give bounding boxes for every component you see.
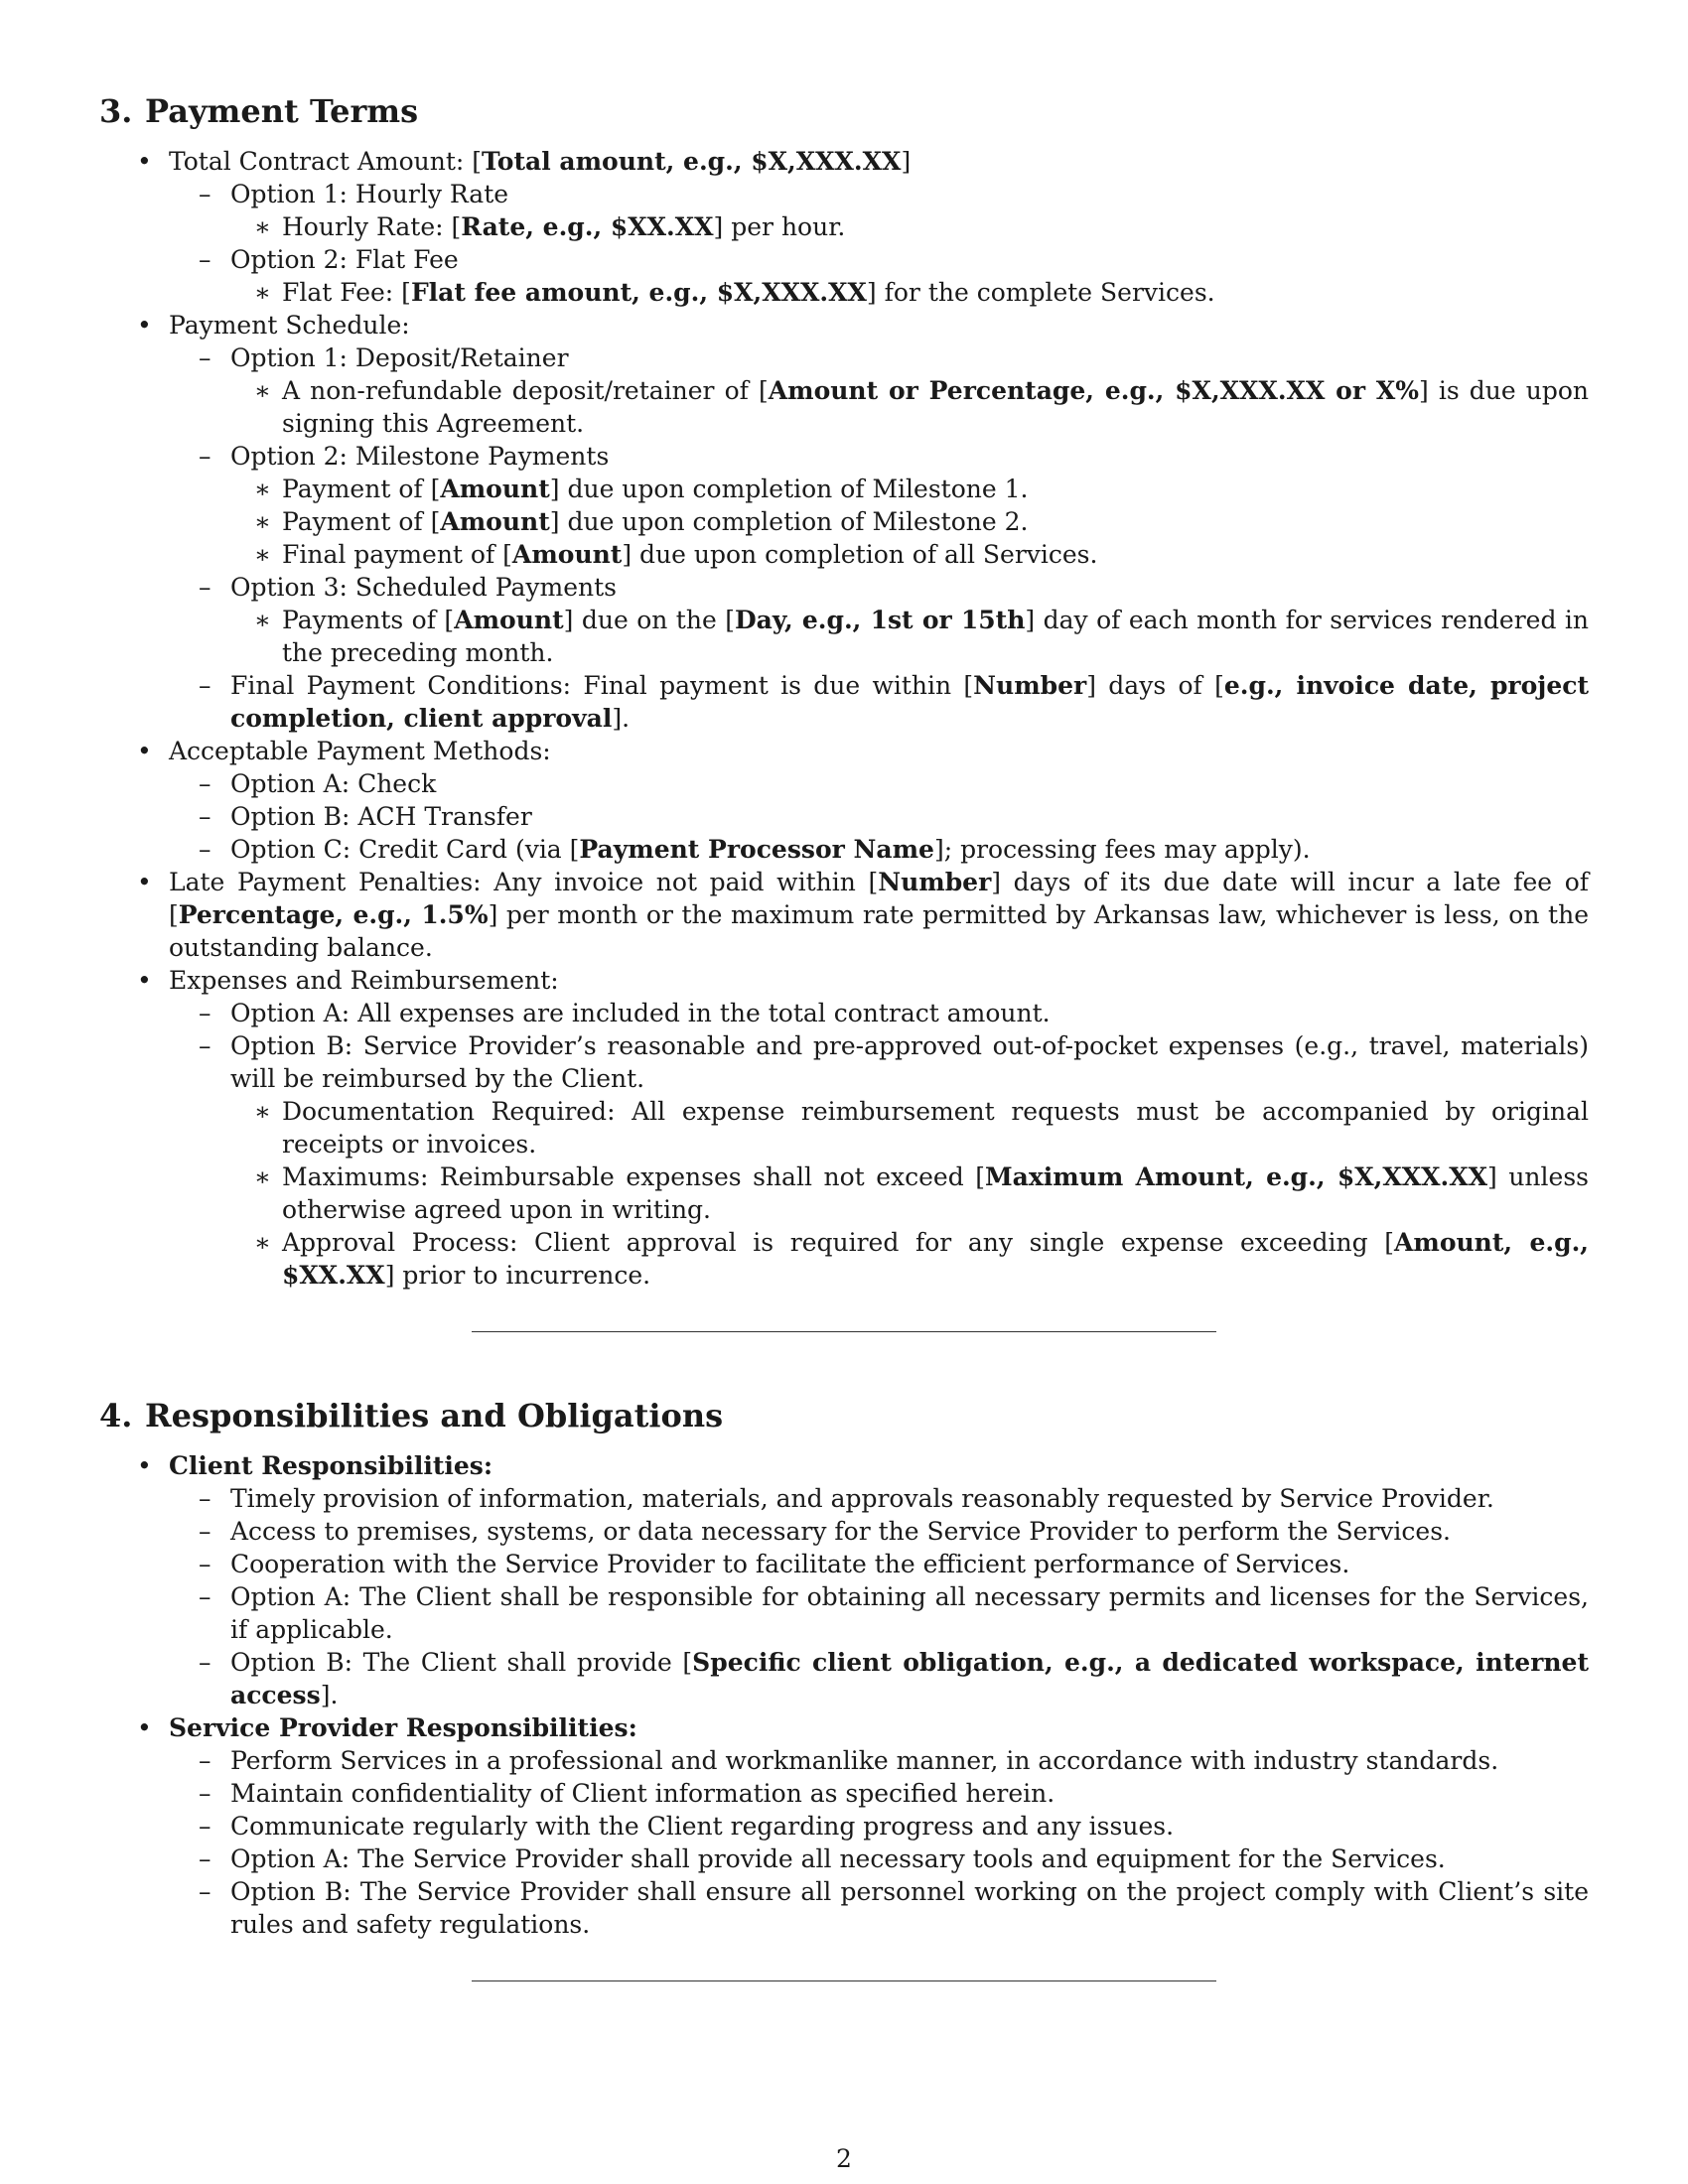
bullet-marker: ∗ xyxy=(254,278,271,307)
text-run: ]. xyxy=(612,704,631,733)
list-item-text xyxy=(282,1160,1589,1226)
list-item-text xyxy=(169,964,1589,997)
text-run: Perform Services in a professional and workmanlike manner, in accordance with industry standards. xyxy=(230,1746,1499,1775)
placeholder-field: Payment Processor Name xyxy=(579,835,934,864)
list-level-3 xyxy=(230,604,1589,669)
text-run: Option A: Check xyxy=(230,769,437,798)
text-run: Payment of [ xyxy=(282,475,441,503)
list-item-text xyxy=(230,767,1589,800)
text-run: Option B: The Client shall provide [ xyxy=(230,1648,693,1677)
text-run: Acceptable Payment Methods: xyxy=(169,737,551,765)
text-run: ] days of [ xyxy=(1086,671,1224,700)
list-item xyxy=(99,1711,1589,1941)
bullet-marker: ∗ xyxy=(254,1228,271,1257)
list-item-text xyxy=(230,440,1589,473)
list-item-text xyxy=(230,833,1589,866)
list-item-text xyxy=(230,1580,1589,1646)
text-run: ] prior to incurrence. xyxy=(384,1261,651,1290)
list-item xyxy=(99,145,1589,309)
text-run: ]; processing fees may apply). xyxy=(933,835,1311,864)
text-run: A non-refundable deposit/retainer of [ xyxy=(282,376,769,405)
section-heading xyxy=(99,91,1589,131)
bullet-marker: – xyxy=(199,999,211,1027)
text-run: ] due upon completion of Milestone 1. xyxy=(549,475,1029,503)
bullet-marker: • xyxy=(137,1451,152,1480)
list-item xyxy=(230,374,1589,440)
list-level-2 xyxy=(169,997,1589,1292)
list-item xyxy=(169,1029,1589,1292)
placeholder-field: Maximum Amount, e.g., $X,XXX.XX xyxy=(985,1162,1488,1191)
list-item xyxy=(169,1810,1589,1843)
list-item-text xyxy=(230,1029,1589,1095)
list-level-1 xyxy=(137,145,1590,1292)
bullet-marker: – xyxy=(199,1877,211,1906)
list-item xyxy=(169,669,1589,735)
placeholder-field: Day, e.g., 1st or 15th xyxy=(734,606,1026,634)
bullet-marker: • xyxy=(137,737,152,765)
list-item xyxy=(169,178,1589,243)
list-item xyxy=(230,604,1589,669)
text-run: Documentation Required: All expense reimbursement requests must be accompanied by original receipts or invoices. xyxy=(282,1097,1589,1159)
text-run: ] due upon completion of all Services. xyxy=(622,540,1098,569)
bullet-marker: ∗ xyxy=(254,376,271,405)
bullet-marker: ∗ xyxy=(254,1097,271,1126)
text-run: ] for the complete Services. xyxy=(866,278,1215,307)
list-item xyxy=(169,341,1589,440)
section-number: 3. xyxy=(99,92,133,130)
text-run: ] is due upon signing this Agreement. xyxy=(282,376,1589,438)
section-body xyxy=(137,145,1590,1292)
text-run: Option B: ACH Transfer xyxy=(230,802,532,831)
horizontal-rule xyxy=(472,1980,1216,1981)
list-level-3 xyxy=(230,473,1589,571)
list-item-text xyxy=(230,1843,1589,1875)
text-run: Option A: All expenses are included in the total contract amount. xyxy=(230,999,1051,1027)
list-level-2 xyxy=(169,1744,1589,1941)
bullet-marker: ∗ xyxy=(254,606,271,634)
placeholder-field: Percentage, e.g., 1.5% xyxy=(178,900,489,929)
placeholder-field: Specific client obligation, e.g., a dedicated workspace, internet access xyxy=(230,1648,1590,1709)
list-item-text xyxy=(169,1449,1589,1482)
list-item xyxy=(169,1646,1589,1711)
list-item xyxy=(169,1482,1589,1515)
list-item-text xyxy=(282,473,1589,505)
list-item xyxy=(230,1160,1589,1226)
list-item xyxy=(230,210,1589,243)
text-run: Timely provision of information, materials, and approvals reasonably requested by Service Provider. xyxy=(230,1484,1494,1513)
list-item-text xyxy=(282,276,1589,309)
bullet-marker: • xyxy=(137,311,152,340)
list-item xyxy=(99,866,1589,964)
list-item xyxy=(99,1449,1589,1711)
text-run: ]. xyxy=(320,1681,339,1709)
text-run: Option A: The Client shall be responsible for obtaining all necessary permits and licenses for the Services, if applicable. xyxy=(230,1582,1589,1644)
text-run: Communicate regularly with the Client regarding progress and any issues. xyxy=(230,1812,1175,1841)
text-run: Maximums: Reimbursable expenses shall not exceed [ xyxy=(282,1162,985,1191)
placeholder-field: Amount, e.g., $XX.XX xyxy=(282,1228,1589,1290)
list-item-text xyxy=(230,243,1589,276)
text-run: ] per hour. xyxy=(713,212,846,241)
bullet-marker: – xyxy=(199,671,211,700)
list-item xyxy=(169,800,1589,833)
text-run: Expenses and Reimbursement: xyxy=(169,966,559,995)
bullet-marker: – xyxy=(199,1550,211,1578)
bullet-marker: • xyxy=(137,147,152,176)
list-level-2 xyxy=(169,767,1589,866)
section-body xyxy=(137,1449,1590,1941)
text-run: Option 1: Hourly Rate xyxy=(230,180,509,208)
bullet-marker: – xyxy=(199,802,211,831)
list-item xyxy=(169,833,1589,866)
page-number: 2 xyxy=(836,2144,852,2173)
list-item-text xyxy=(169,1711,1589,1744)
bullet-marker: – xyxy=(199,835,211,864)
list-item-text xyxy=(169,866,1589,964)
list-item-text xyxy=(230,1646,1589,1711)
list-item-text xyxy=(282,505,1589,538)
list-item xyxy=(99,309,1589,735)
bullet-marker: – xyxy=(199,769,211,798)
list-item xyxy=(230,1226,1589,1292)
text-run: Payment Schedule: xyxy=(169,311,410,340)
placeholder-field: Client Responsibilities: xyxy=(169,1451,493,1480)
list-item-text xyxy=(282,1095,1589,1160)
text-run: ] xyxy=(901,147,912,176)
list-item xyxy=(169,1777,1589,1810)
list-level-3 xyxy=(230,1095,1589,1292)
text-run: Option 1: Deposit/Retainer xyxy=(230,343,569,372)
text-run: Option C: Credit Card (via [ xyxy=(230,835,580,864)
list-item xyxy=(230,473,1589,505)
bullet-marker: – xyxy=(199,1484,211,1513)
text-run: Late Payment Penalties: Any invoice not paid within [ xyxy=(169,868,879,896)
bullet-marker: – xyxy=(199,245,211,274)
placeholder-field: Number xyxy=(973,671,1087,700)
list-item-text xyxy=(230,1482,1589,1515)
list-item-text xyxy=(230,178,1589,210)
text-run: ] due upon completion of Milestone 2. xyxy=(549,507,1029,536)
list-item xyxy=(99,735,1589,866)
text-run: Option 3: Scheduled Payments xyxy=(230,573,617,602)
placeholder-field: Amount or Percentage, e.g., $X,XXX.XX or X% xyxy=(768,376,1420,405)
bullet-marker: • xyxy=(137,1713,152,1742)
bullet-marker: • xyxy=(137,966,152,995)
list-item xyxy=(169,243,1589,309)
list-item xyxy=(230,505,1589,538)
list-item xyxy=(169,997,1589,1029)
bullet-marker: – xyxy=(199,1582,211,1611)
list-item-text xyxy=(230,1548,1589,1580)
bullet-marker: – xyxy=(199,343,211,372)
list-item xyxy=(169,1744,1589,1777)
text-run: Option B: Service Provider’s reasonable and pre-approved out-of-pocket expenses (e.g., travel, materials) will be reimbursed by the Client. xyxy=(230,1031,1589,1093)
list-item xyxy=(99,964,1589,1292)
list-level-2 xyxy=(169,341,1589,735)
list-item-text xyxy=(282,1226,1589,1292)
list-item-text xyxy=(169,735,1589,767)
bullet-marker: – xyxy=(199,1779,211,1808)
text-run: Maintain confidentiality of Client information as specified herein. xyxy=(230,1779,1055,1808)
list-level-2 xyxy=(169,1482,1589,1711)
bullet-marker: ∗ xyxy=(254,212,271,241)
list-item-text xyxy=(282,210,1589,243)
list-item xyxy=(169,440,1589,571)
placeholder-field: Rate, e.g., $XX.XX xyxy=(461,212,714,241)
bullet-marker: – xyxy=(199,1844,211,1873)
list-item-text xyxy=(282,538,1589,571)
list-item xyxy=(169,1875,1589,1941)
horizontal-rule xyxy=(472,1331,1216,1332)
section-3 xyxy=(99,91,1589,1332)
list-item-text xyxy=(230,341,1589,374)
list-item xyxy=(169,1580,1589,1646)
text-run: ] unless otherwise agreed upon in writing. xyxy=(282,1162,1589,1224)
placeholder-field: Amount xyxy=(454,606,564,634)
list-item-text xyxy=(282,374,1589,440)
bullet-marker: – xyxy=(199,1031,211,1060)
bullet-marker: • xyxy=(137,868,152,896)
list-item-text xyxy=(282,604,1589,669)
section-4 xyxy=(99,1396,1589,1981)
text-run: Flat Fee: [ xyxy=(282,278,411,307)
section-number: 4. xyxy=(99,1397,133,1434)
placeholder-field: Amount xyxy=(511,540,623,569)
text-run: Approval Process: Client approval is required for any single expense exceeding [ xyxy=(282,1228,1394,1257)
bullet-marker: ∗ xyxy=(254,507,271,536)
list-item-text xyxy=(230,1744,1589,1777)
bullet-marker: – xyxy=(199,180,211,208)
placeholder-field: e.g., invoice date, project completion, client approval xyxy=(230,671,1589,733)
placeholder-field: Flat fee amount, e.g., $X,XXX.XX xyxy=(410,278,867,307)
list-item xyxy=(169,767,1589,800)
list-item xyxy=(169,1843,1589,1875)
text-run: Payments of [ xyxy=(282,606,455,634)
text-run: Option B: The Service Provider shall ensure all personnel working on the project comply with Client’s site rules and safety regulations. xyxy=(230,1877,1589,1939)
text-run: Option 2: Milestone Payments xyxy=(230,442,610,471)
text-run: ] due on the [ xyxy=(563,606,735,634)
bullet-marker: – xyxy=(199,1746,211,1775)
list-item-text xyxy=(230,1515,1589,1548)
placeholder-field: Amount xyxy=(440,475,550,503)
list-item-text xyxy=(230,1777,1589,1810)
bullet-marker: ∗ xyxy=(254,1162,271,1191)
text-run: Hourly Rate: [ xyxy=(282,212,462,241)
section-title: Payment Terms xyxy=(145,92,419,130)
bullet-marker: – xyxy=(199,1517,211,1546)
document-content xyxy=(99,91,1589,1981)
list-level-2 xyxy=(169,178,1589,309)
list-item xyxy=(169,571,1589,669)
text-run: Final payment of [ xyxy=(282,540,512,569)
bullet-marker: – xyxy=(199,1812,211,1841)
list-item-text xyxy=(230,669,1589,735)
text-run: ] per month or the maximum rate permitted by Arkansas law, whichever is less, on the outstanding balance. xyxy=(169,900,1590,962)
list-item-text xyxy=(230,1875,1589,1941)
bullet-marker: ∗ xyxy=(254,540,271,569)
bullet-marker: – xyxy=(199,1648,211,1677)
list-item-text xyxy=(230,571,1589,604)
text-run: Cooperation with the Service Provider to facilitate the efficient performance of Services. xyxy=(230,1550,1350,1578)
list-level-3 xyxy=(230,210,1589,243)
placeholder-field: Service Provider Responsibilities: xyxy=(169,1713,637,1742)
bullet-marker: – xyxy=(199,442,211,471)
list-item-text xyxy=(230,1810,1589,1843)
list-item xyxy=(230,538,1589,571)
text-run: Option 2: Flat Fee xyxy=(230,245,459,274)
text-run: ] day of each month for services rendered in the preceding month. xyxy=(282,606,1590,667)
placeholder-field: Amount xyxy=(440,507,550,536)
text-run: ] days of its due date will incur a late fee of [ xyxy=(169,868,1589,929)
list-level-1 xyxy=(137,1449,1590,1941)
list-level-3 xyxy=(230,374,1589,440)
placeholder-field: Total amount, e.g., $X,XXX.XX xyxy=(482,147,902,176)
text-run: Total Contract Amount: [ xyxy=(169,147,483,176)
text-run: Final Payment Conditions: Final payment is due within [ xyxy=(230,671,974,700)
section-title: Responsibilities and Obligations xyxy=(145,1397,724,1434)
list-item-text xyxy=(169,309,1589,341)
section-heading xyxy=(99,1396,1589,1435)
text-run: Access to premises, systems, or data necessary for the Service Provider to perform the Services. xyxy=(230,1517,1452,1546)
bullet-marker: – xyxy=(199,573,211,602)
list-item-text xyxy=(230,800,1589,833)
list-item xyxy=(230,1095,1589,1160)
list-level-3 xyxy=(230,276,1589,309)
placeholder-field: Number xyxy=(878,868,992,896)
list-item xyxy=(169,1548,1589,1580)
text-run: Payment of [ xyxy=(282,507,441,536)
list-item-text xyxy=(169,145,1589,178)
list-item xyxy=(169,1515,1589,1548)
list-item-text xyxy=(230,997,1589,1029)
bullet-marker: ∗ xyxy=(254,475,271,503)
text-run: Option A: The Service Provider shall provide all necessary tools and equipment for the Services. xyxy=(230,1844,1446,1873)
list-item xyxy=(230,276,1589,309)
